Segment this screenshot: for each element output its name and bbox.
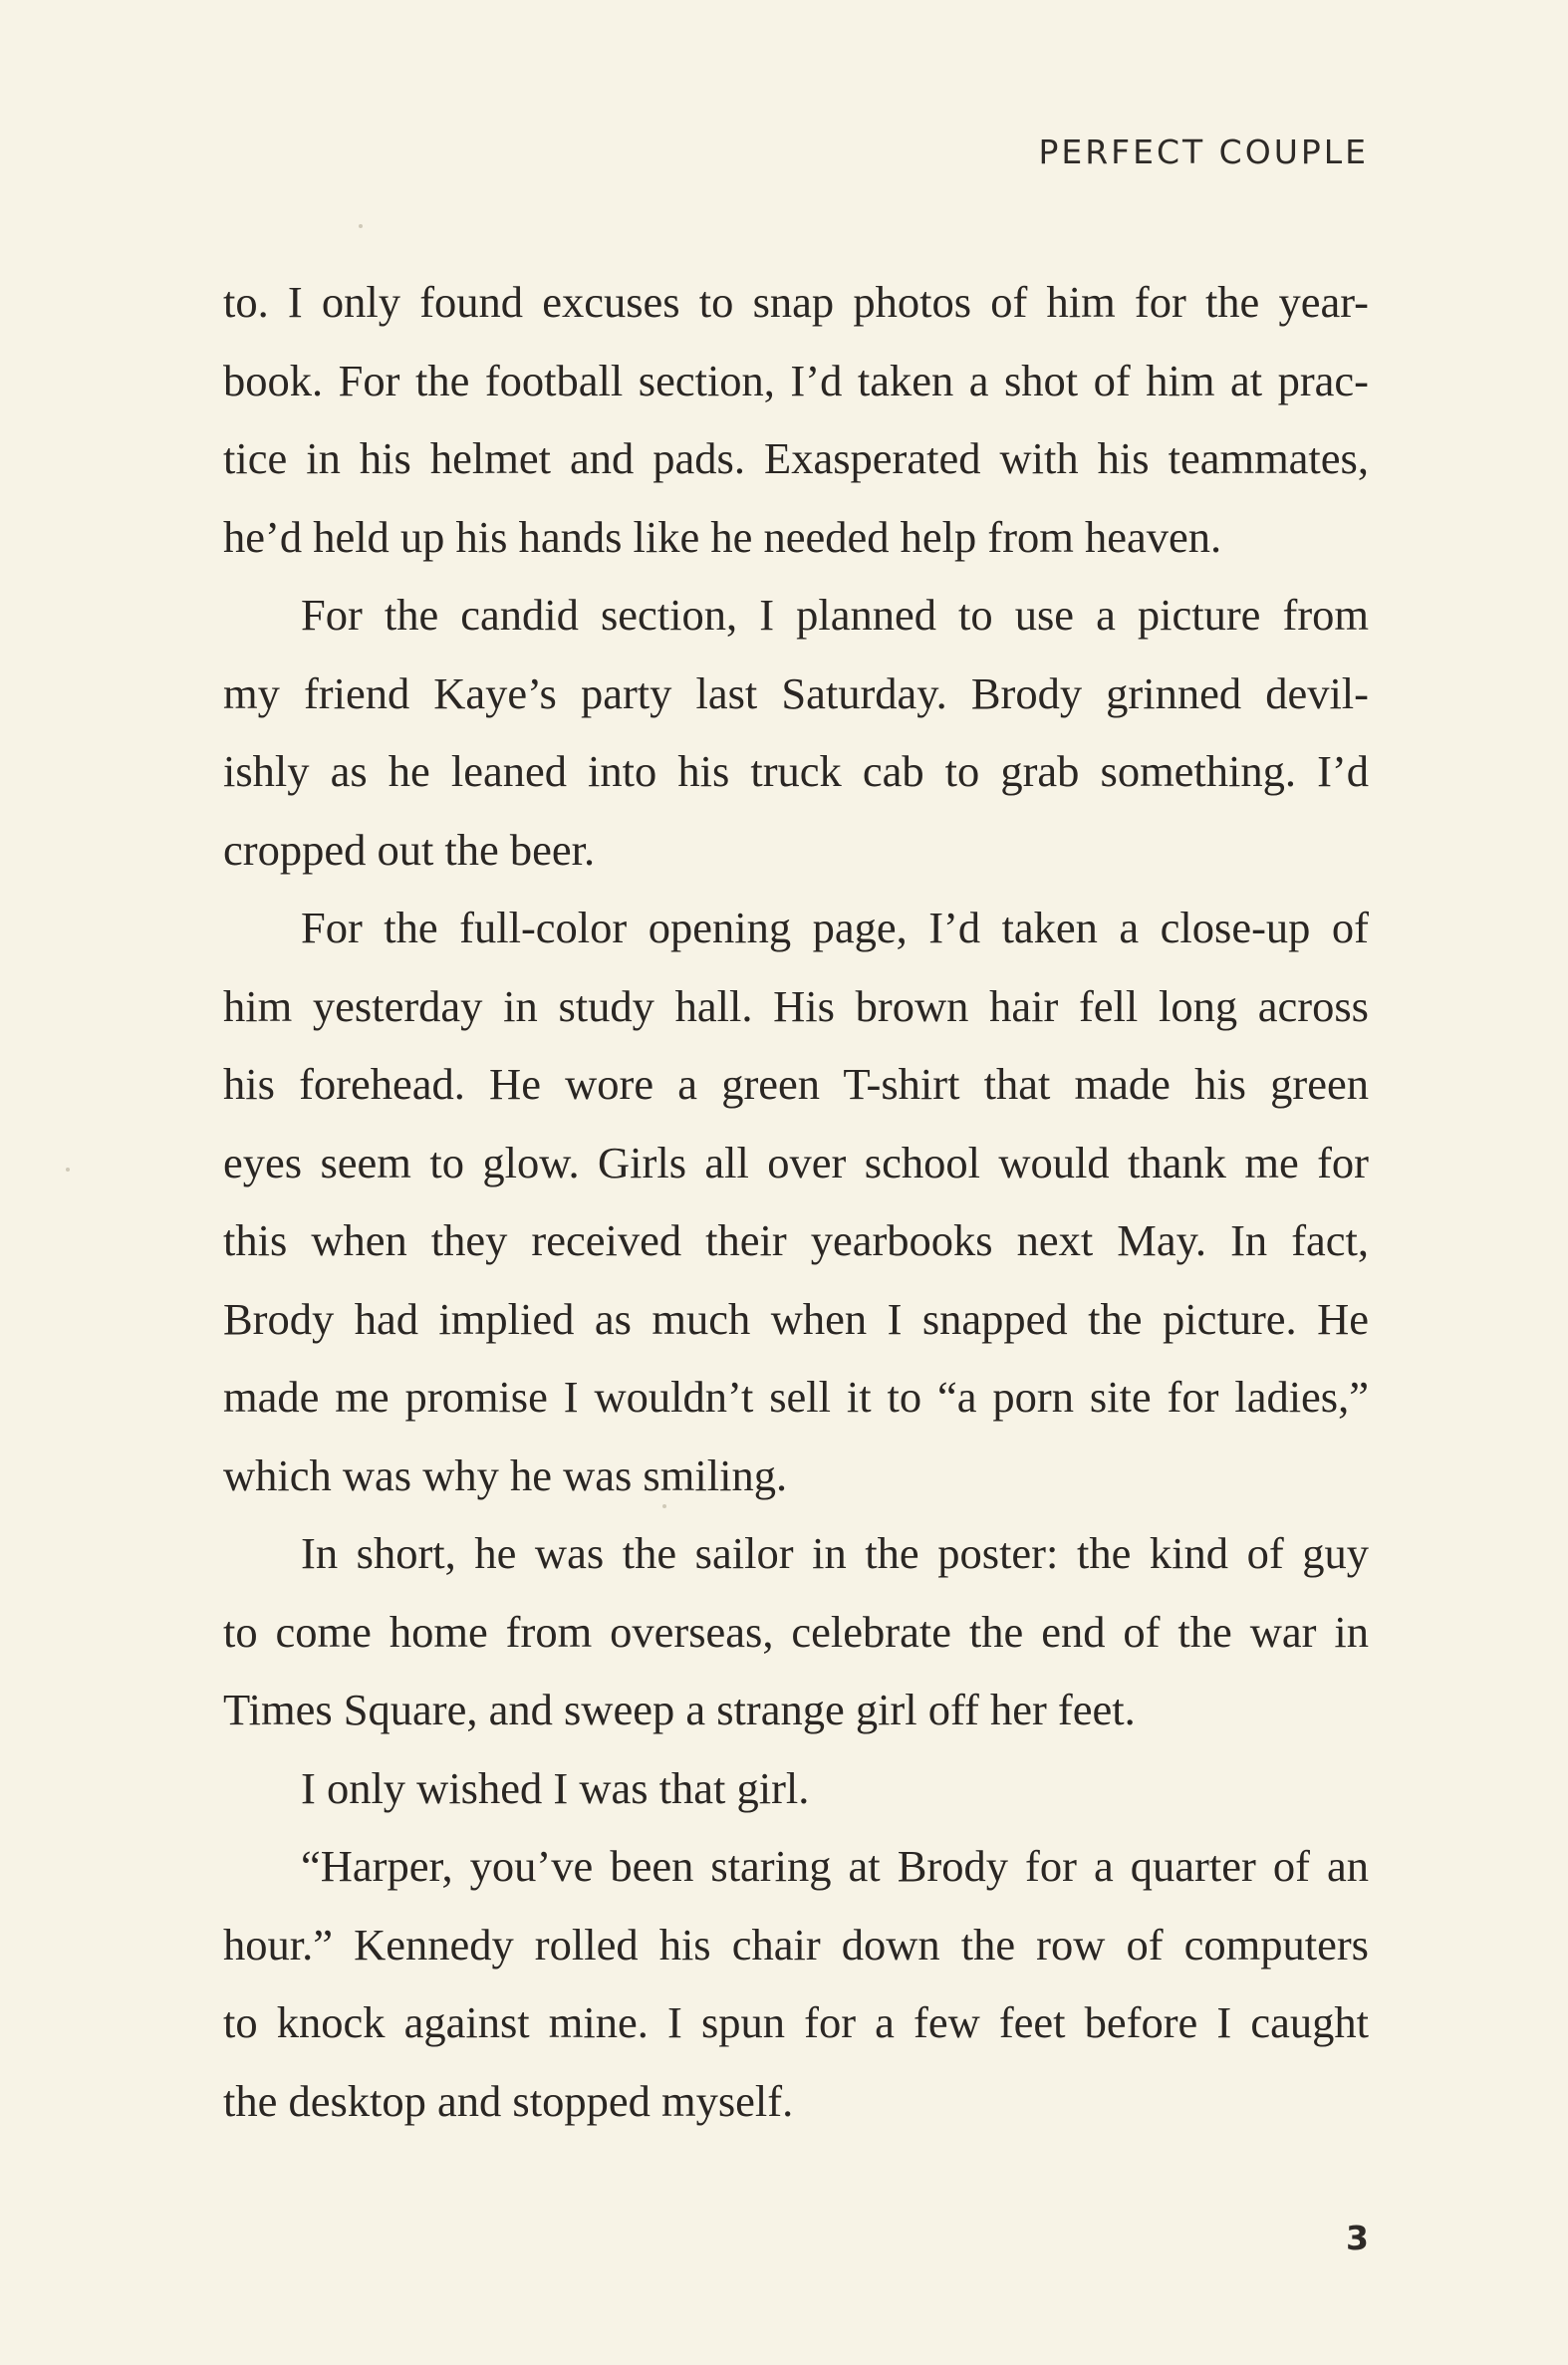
text-line: eyes seem to glow. Girls all over school would thank me for xyxy=(223,1137,1369,1187)
text-line: his forehead. He wore a green T-shirt that made his green xyxy=(223,1059,1369,1109)
text-line: ishly as he leaned into his truck cab to grab something. I’d xyxy=(223,746,1369,796)
text-line: made me promise I wouldn’t sell it to “a porn site for ladies,” xyxy=(223,1372,1369,1422)
text-line: my friend Kaye’s party last Saturday. Brody grinned devil- xyxy=(223,667,1369,718)
text-line: cropped out the beer. xyxy=(223,824,596,875)
paper-speck xyxy=(359,224,363,228)
text-line: For the candid section, I planned to use a picture from xyxy=(301,590,1369,640)
text-line: “Harper, you’ve been staring at Brody for a quarter of an xyxy=(301,1841,1369,1891)
text-line: the desktop and stopped myself. xyxy=(223,2075,794,2126)
paper-speck xyxy=(662,1504,666,1508)
page-number: 3 xyxy=(1346,2219,1369,2257)
text-line: hour.” Kennedy rolled his chair down the row of computers xyxy=(223,1919,1369,1970)
text-line: this when they received their yearbooks next May. In fact, xyxy=(223,1215,1369,1265)
text-line: he’d held up his hands like he needed help from heaven. xyxy=(223,511,1222,562)
text-line: I only wished I was that girl. xyxy=(301,1762,810,1813)
text-line: In short, he was the sailor in the poster: the kind of guy xyxy=(301,1528,1369,1578)
running-head: PERFECT COUPLE xyxy=(1038,132,1369,171)
text-line: book. For the football section, I’d taken a shot of him at prac- xyxy=(223,355,1369,405)
paper-speck xyxy=(66,1168,70,1172)
text-line: Brody had implied as much when I snapped the picture. He xyxy=(223,1293,1369,1344)
text-line: him yesterday in study hall. His brown hair fell long across xyxy=(223,980,1369,1031)
text-line: Times Square, and sweep a strange girl off her feet. xyxy=(223,1685,1136,1734)
text-line: which was why he was smiling. xyxy=(223,1449,788,1500)
text-line: to knock against mine. I spun for a few feet before I caught xyxy=(223,1997,1369,2047)
text-line: to. I only found excuses to snap photos of him for the year- xyxy=(223,277,1369,327)
text-line: to come home from overseas, celebrate the end of the war in xyxy=(223,1606,1369,1657)
body-text xyxy=(223,263,1369,2140)
text-line: tice in his helmet and pads. Exasperated with his teammates, xyxy=(223,433,1369,483)
text-line: For the full-color opening page, I’d taken a close-up of xyxy=(301,903,1369,952)
